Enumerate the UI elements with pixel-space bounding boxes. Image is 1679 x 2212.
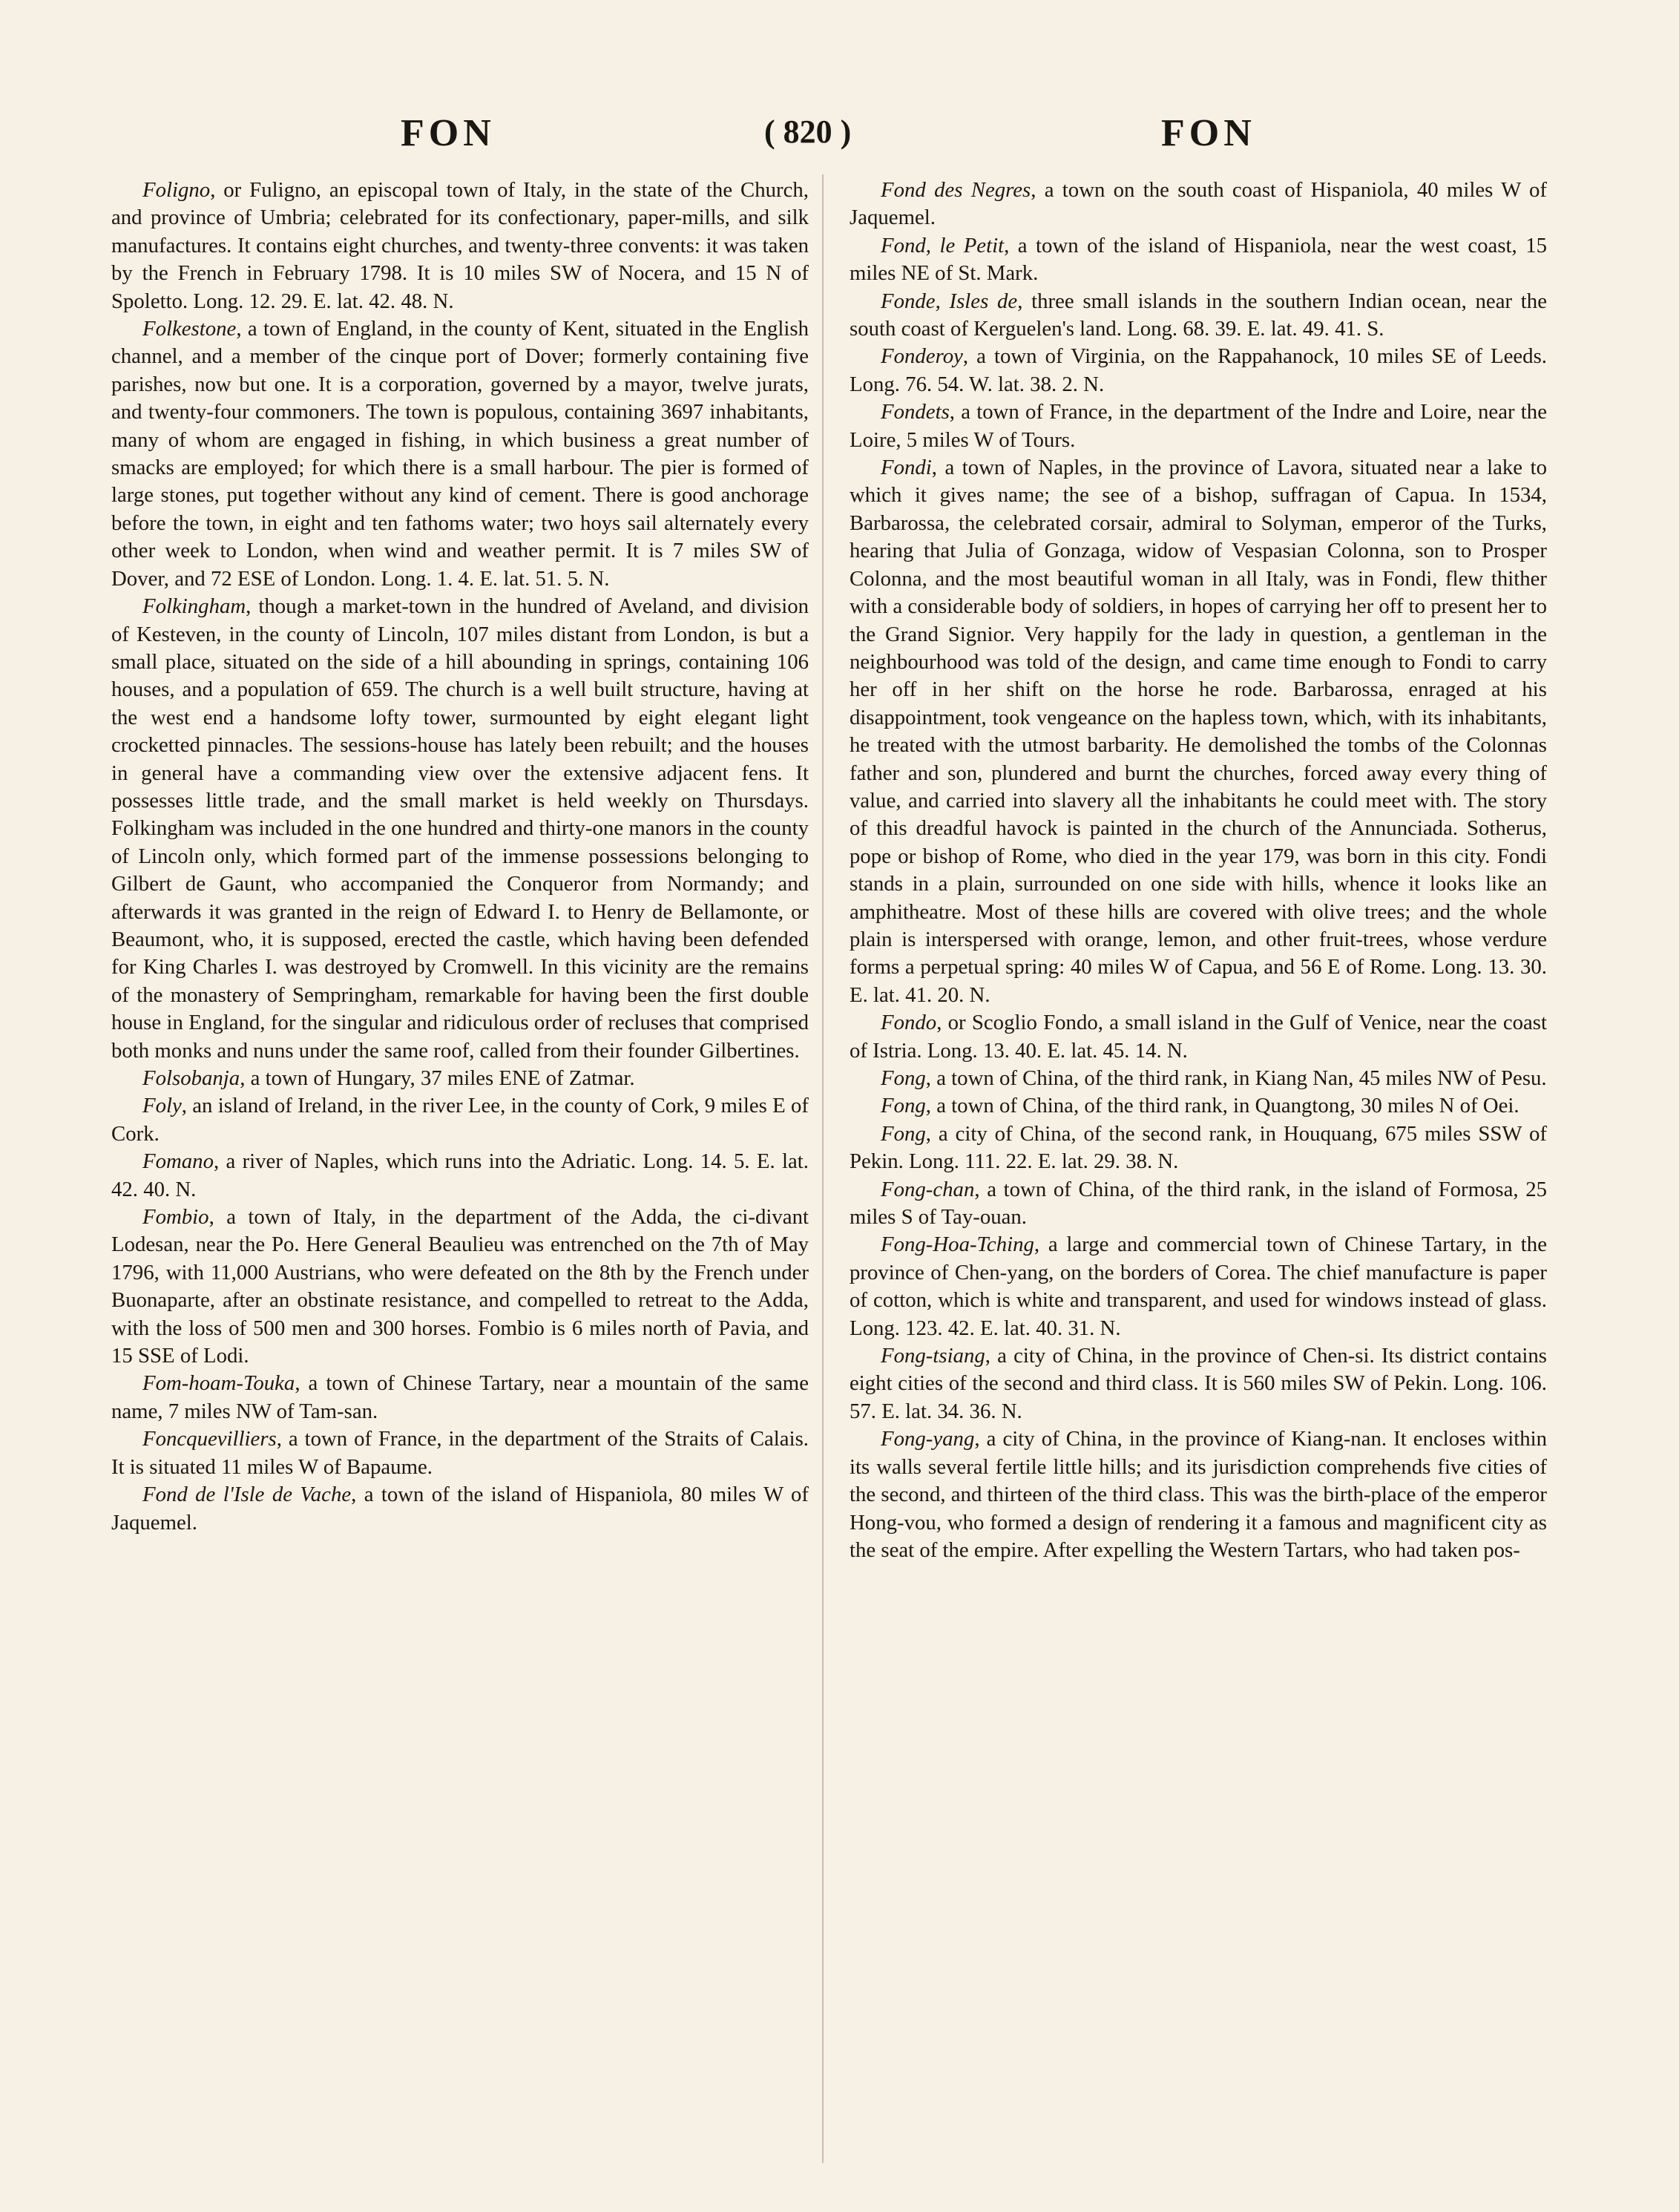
entry-text: , a city of China, in the province of Chen-si. Its district contains eight cities of the second and third class. It is 560 miles SW of Pekin. Long. 106. 57. E. lat. 34. 36. N. (850, 1344, 1547, 1423)
entry-headword: Foncquevilliers (142, 1427, 277, 1451)
entry-headword: Fonderoy (881, 344, 963, 369)
entry-headword: Foly (142, 1094, 182, 1118)
entry (850, 232, 1547, 288)
entry-text: , though a market-town in the hundred of Aveland, and division of Kesteven, in the county of Lincoln, 107 miles distant from London, is but a small place, situated on the side of a hill abounding in springs, containing 106 houses, and a population of 659. The church is a well built structure, having at the west end a handsome lofty tower, surmounted by eight elegant light crocketted pinnacles. The sessions-house has lately been rebuilt; and the houses in general have a commanding view over the extensive adjacent fens. It possesses little trade, and the small market is held weekly on Thursdays. Folkingham was included in the one hundred and thirty-one manors in the county of Lincoln only, which formed part of the immense possessions belonging to Gilbert de Gaunt, who accompanied the Conqueror from Normandy; and afterwards it was granted in the reign of Edward I. to Henry de Bellamonte, or Beaumont, who, it is supposed, erected the castle, which having been defended for King Charles I. was destroyed by Cromwell. In this vicinity are the remains of the monastery of Sempringham, remarkable for having been the first double house in England, for the singular and ridiculous order of recluses that comprised both monks and nuns under the same roof, called from their founder Gilbertines. (111, 594, 809, 1063)
entry-text: , or Fuligno, an episcopal town of Italy, in the state of the Church, and province of Umbria; celebrated for its confectionary, paper-mills, and silk manufactures. It contains eight churches, and twenty-three convents: it was taken by the French in February 1798. It is 10 miles SW of Nocera, and 15 N of Spoletto. Long. 12. 29. E. lat. 42. 48. N. (111, 178, 809, 313)
entry-headword: Fondets (881, 400, 950, 424)
entry-text: , three small islands in the southern Indian ocean, near the south coast of Kerguelen's land. Long. 68. 39. E. lat. 49. 41. S. (850, 289, 1547, 341)
entry (850, 1092, 1547, 1120)
entry-headword: Fong (881, 1094, 926, 1118)
entry-text: , a town of the island of Hispaniola, 80 miles W of Jaquemel. (111, 1483, 809, 1535)
entry (111, 1148, 809, 1204)
entry (111, 1425, 809, 1481)
entry-headword: Folkestone (142, 317, 237, 341)
entry-text: , a town of England, in the county of Kent, situated in the English channel, and a member of the cinque port of Dover; formerly containing five parishes, now but one. It is a corporation, governed by a mayor, twelve jurats, and twenty-four commoners. The town is populous, containing 3697 inhabitants, many of whom are engaged in fishing, in which business a great number of smacks are employed; for which there is a small harbour. The pier is formed of large stones, put together without any kind of cement. There is good anchorage before the town, in eight and ten fathoms water; two hoys sail alternately every other week to London, when wind and weather permit. It is 7 miles SW of Dover, and 72 ESE of London. Long. 1. 4. E. lat. 51. 5. N. (111, 317, 809, 591)
entry-text: , a city of China, in the province of Kiang-nan. It encloses within its walls several fertile little hills; and its jurisdiction comprehends five cities of the second, and thirteen of the third class. This was the birth-place of the emperor Hong-vou, who formed a design of rendering it a famous and magnificent city as the seat of the empire. After expelling the Western Tartars, who had taken pos- (850, 1427, 1547, 1562)
left-column (111, 177, 809, 1537)
entry-text: , a town on the south coast of Hispaniola, 40 miles W of Jaquemel. (850, 178, 1547, 230)
entry-text: , an island of Ireland, in the river Lee, in the county of Cork, 9 miles E of Cork. (111, 1094, 809, 1146)
entry-headword: Fong-yang (881, 1427, 975, 1451)
entry-headword: Fong (881, 1121, 926, 1146)
entry (111, 1481, 809, 1537)
entry-headword: Fond, le Petit (881, 233, 1005, 257)
entry-headword: Fong-chan (881, 1177, 975, 1201)
entry (850, 1425, 1547, 1564)
entry-text: , a town of France, in the department of the Straits of Calais. It is situated 11 miles W of Bapaume. (111, 1427, 809, 1479)
entry-headword: Fond de l'Isle de Vache (142, 1483, 352, 1507)
page-header (0, 111, 1679, 163)
entry-headword: Fondo (881, 1011, 937, 1035)
entry-text: , a large and commercial town of Chinese Tartary, in the province of Chen-yang, on the borders of Corea. The chief manufacture is paper of cotton, which is white and transparent, and used for windows instead of glass. Long. 123. 42. E. lat. 40. 31. N. (850, 1233, 1547, 1340)
entry (111, 1092, 809, 1148)
entry (850, 177, 1547, 232)
entry-headword: Folkingham (142, 594, 246, 619)
entry (850, 1231, 1547, 1342)
entry-text: , a town of Italy, in the department of the Adda, the ci-divant Lodesan, near the Po. Here General Beaulieu was entrenched on the 7th of May 1796, with 11,000 Austrians, who were defeated on the 8th by the French under Buonaparte, after an obstinate resistance, and compelled to retreat to the Adda, with the loss of 500 men and 300 horses. Fombio is 6 miles north of Pavia, and 15 SSE of Lodi. (111, 1205, 809, 1368)
entry (850, 343, 1547, 398)
entry-text: , a city of China, of the second rank, in Houquang, 675 miles SSW of Pekin. Long. 111. 22. E. lat. 29. 38. N. (850, 1121, 1547, 1174)
entry (850, 398, 1547, 454)
entry-headword: Foligno (142, 178, 211, 202)
entry-text: , a town of China, of the third rank, in Quangtong, 30 miles N of Oei. (925, 1094, 1519, 1118)
entry-headword: Fom-hoam-Touka (142, 1371, 295, 1396)
entry (111, 177, 809, 315)
entry-text: , a town of Hungary, 37 miles ENE of Zatmar. (240, 1066, 635, 1090)
entry-text: , a town of Naples, in the province of Lavora, situated near a lake to which it gives name; the see of a bishop, suffragan of Capua. In 1534, Barbarossa, the celebrated corsair, admiral to Solyman, emperor of the Turks, hearing that Julia of Gonzaga, widow of Vespasian Colonna, son to Prosper Colonna, and the most beautiful woman in all Italy, was in Fondi, flew thither with a considerable body of soldiers, in hopes of carrying her off to present her to the Grand Signior. Very happily for the lady in question, a gentleman in the neighbourhood was told of the design, and came time enough to Fondi to carry her off in her shift on the horse he rode. Barbarossa, enraged at his disappointment, took vengeance on the hapless town, which, with its inhabitants, he treated with the utmost barbarity. He demolished the tombs of the Colonnas father and son, plundered and burnt the churches, forced away every thing of value, and carried into slavery all the inhabitants he could meet with. The story of this dreadful havock is painted in the church of the Annunciada. Sotherus, pope or bishop of Rome, who died in the year 179, was born in this city. Fondi stands in a plain, surrounded on one side with hills, whence it looks like an amphitheatre. Most of these hills are covered with olive trees; and the whole plain is interspersed with orange, lemon, and other fruit-trees, whose verdure forms a perpetual spring: 40 miles W of Capua, and 56 E of Rome. Long. 13. 30. E. lat. 41. 20. N. (850, 456, 1547, 1007)
entry-headword: Fond des Negres (881, 178, 1031, 202)
entry (850, 1342, 1547, 1425)
entry-text: , a town of Virginia, on the Rappahanock, 10 miles SE of Leeds. Long. 76. 54. W. lat. 38. 2. N. (850, 344, 1547, 396)
entry (111, 315, 809, 593)
entry-text: , a river of Naples, which runs into the Adriatic. Long. 14. 5. E. lat. 42. 40. N. (111, 1149, 809, 1201)
entry-text: , or Scoglio Fondo, a small island in the Gulf of Venice, near the coast of Istria. Long. 13. 40. E. lat. 45. 14. N. (850, 1011, 1547, 1063)
column-divider (822, 174, 824, 2163)
entry-text: , a town of Chinese Tartary, near a mountain of the same name, 7 miles NW of Tam-san. (111, 1371, 809, 1423)
entry (850, 1176, 1547, 1232)
entry (850, 288, 1547, 344)
entry-headword: Fong-tsiang (881, 1344, 985, 1368)
entry-headword: Fomano (142, 1149, 214, 1174)
entry-headword: Fondi (881, 456, 932, 480)
entry-text: , a town of China, of the third rank, in Kiang Nan, 45 miles NW of Pesu. (925, 1066, 1547, 1090)
entry-headword: Fong-Hoa-Tching (881, 1233, 1034, 1257)
right-column (850, 177, 1547, 1564)
entry-headword: Folsobanja (142, 1066, 240, 1090)
entry (111, 1370, 809, 1425)
entry (850, 1009, 1547, 1065)
entry (111, 1204, 809, 1370)
running-head-left: FON (401, 112, 496, 154)
entry (850, 454, 1547, 1009)
page-number: ( 820 ) (764, 114, 852, 150)
entry (111, 1065, 809, 1092)
entry (850, 1065, 1547, 1092)
entry-headword: Fombio (142, 1205, 209, 1230)
entry-text: , a town of China, of the third rank, in the island of Formosa, 25 miles S of Tay-ouan. (850, 1177, 1547, 1230)
entry-headword: Fong (881, 1066, 926, 1090)
entry-text: , a town of France, in the department of the Indre and Loire, near the Loire, 5 miles W of Tours. (850, 400, 1547, 452)
running-head-right: FON (1161, 112, 1256, 154)
entry-text: , a town of the island of Hispaniola, near the west coast, 15 miles NE of St. Mark. (850, 233, 1547, 286)
entry-headword: Fonde, Isles de (881, 289, 1018, 313)
entry (111, 593, 809, 1065)
entry (850, 1120, 1547, 1176)
